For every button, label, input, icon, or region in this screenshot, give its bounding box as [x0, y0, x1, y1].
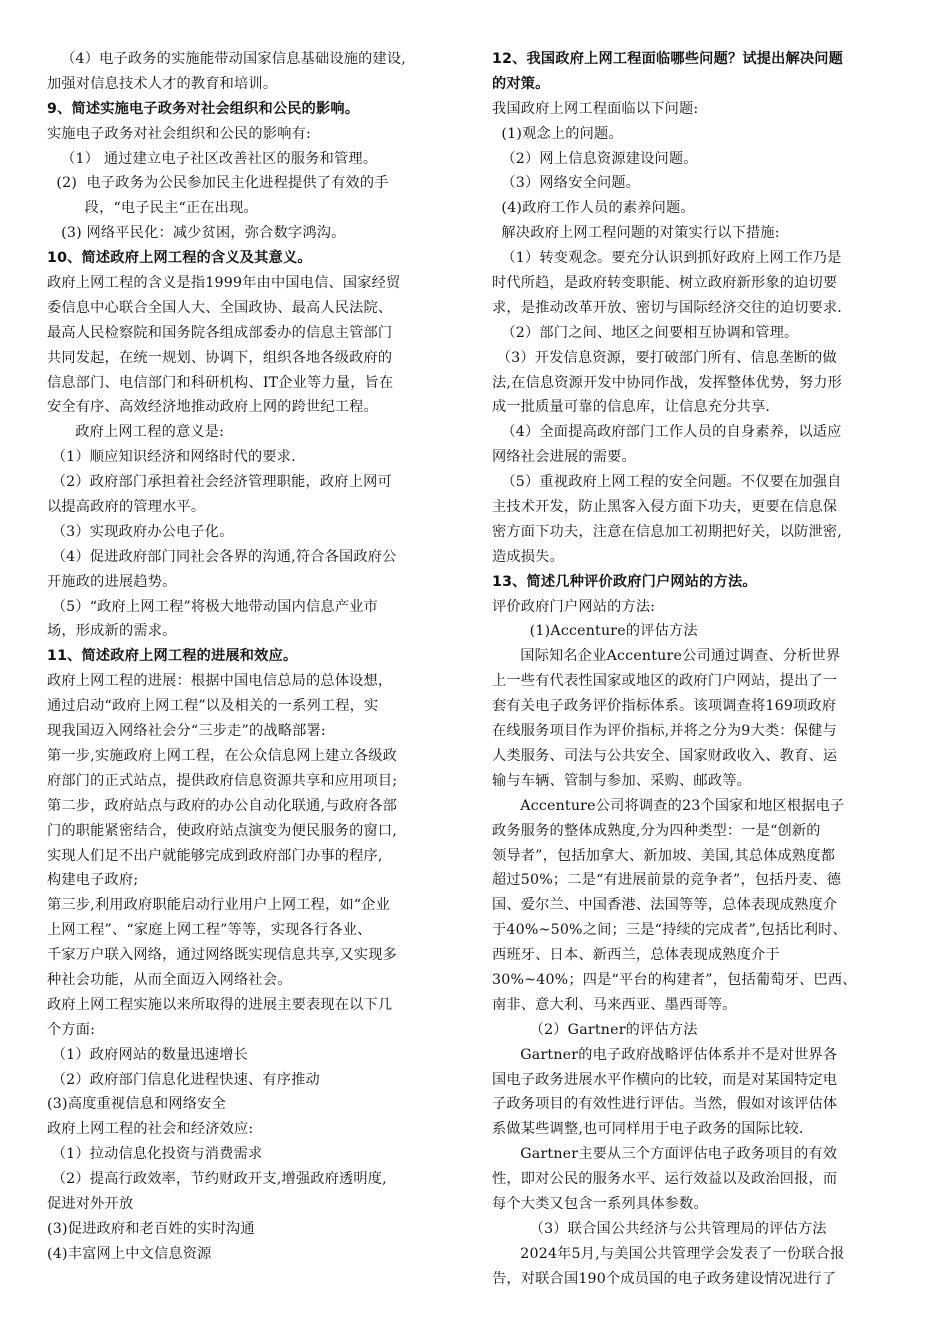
text-line: （2）网上信息资源建设问题。: [492, 150, 698, 167]
text-line: 加强对信息技术人才的教育和培训。: [47, 75, 278, 92]
text-line: 南非、意大利、马来西亚、墨西哥等。: [492, 996, 737, 1013]
text-line: （4）全面提高政府部门工作人员的自身素养，以适应: [492, 424, 842, 441]
text-line: 构建电子政府;: [47, 872, 139, 889]
text-line: 国电子政务进展水平作横向的比较，而是对某国特定电: [492, 1071, 838, 1088]
text-line: 最高人民检察院和国务院各组成部委办的信息主管部门: [47, 324, 393, 341]
text-line: 时代所趋，是政府转变职能、树立政府新形象的迫切要: [492, 275, 838, 292]
text-line: 实现人们足不出户就能够完成到政府部门办事的程序,: [47, 847, 383, 864]
text-line: 法,在信息资源开发中协同作战，发挥整体优势，努力形: [492, 374, 843, 391]
text-line: Gartner主要从三个方面评估电子政务项目的有效: [492, 1146, 838, 1163]
text-line: 告，对联合国190个成员国的电子政务建设情况进行了: [492, 1270, 837, 1287]
text-line: 第三步,利用政府职能启动行业用户上网工程，如“企业: [47, 897, 391, 914]
text-line: 超过50%；二是“有进展前景的竞争者”，包括丹麦、德: [492, 872, 842, 889]
text-line: 个方面:: [47, 1021, 96, 1038]
text-line: （3）开发信息资源，要打破部门所有、信息垄断的做: [492, 349, 837, 366]
text-line: 政府上网工程实施以来所取得的进展主要表现在以下几: [47, 996, 393, 1013]
text-line: 共同发起，在统一规划、协调下，组织各地各级政府的: [47, 349, 393, 366]
text-line: 成一批质量可靠的信息库，让信息充分共享.: [492, 399, 771, 416]
text-line: 上一些有代表性国家或地区的政府门户网站，提出了一: [492, 673, 838, 690]
text-line: 2024年5月,与美国公共管理学会发表了一份联合报: [492, 1245, 845, 1262]
text-line: 我国政府上网工程面临以下问题:: [492, 100, 699, 117]
text-line: 门的职能紧密结合，使政府站点演变为便民服务的窗口,: [47, 822, 398, 839]
text-line: 第一步,实施政府上网工程，在公众信息网上建立各级政: [47, 747, 398, 764]
text-line: (3)高度重视信息和网络安全: [47, 1096, 226, 1113]
text-line: （4）促进政府部门同社会各界的沟通,符合各国政府公: [47, 548, 397, 565]
text-line: 上网工程”、“家庭上网工程”等等，实现各行各业、: [47, 922, 372, 939]
text-line: （2）Gartner的评估方法: [492, 1021, 698, 1038]
section-heading: 10、简述政府上网工程的含义及其意义。: [47, 250, 312, 267]
text-line: (3)促进政府和老百姓的实时沟通: [47, 1220, 255, 1237]
text-line: 政府上网工程的意义是:: [47, 424, 225, 441]
text-line: 开施政的进展趋势。: [47, 573, 177, 590]
text-line: 现我国迈入网络社会分“三步走”的战略部署:: [47, 723, 326, 740]
text-line: 系做某些调整,也可同样用于电子政务的国际比较.: [492, 1121, 804, 1138]
text-line: 以提高政府的管理水平。: [47, 499, 206, 516]
text-line: 通过启动“政府上网工程”以及相关的一系列工程，实: [47, 698, 379, 715]
text-line: （1） 通过建立电子社区改善社区的服务和管理。: [47, 150, 378, 167]
text-line: （2）政府部门承担着社会经济管理职能，政府上网可: [47, 474, 392, 491]
text-line: 国际知名企业Accenture公司通过调查、分析世界: [492, 648, 841, 665]
text-line: 场，形成新的需求。: [47, 623, 177, 640]
text-line: （3）网络安全问题。: [492, 175, 641, 192]
section-heading: 13、简述几种评价政府门户网站的方法。: [492, 573, 757, 590]
text-line: （1）拉动信息化投资与消费需求: [47, 1146, 263, 1163]
text-line: 主技术开发，防止黑客入侵方面下功夫，更要在信息保: [492, 499, 838, 516]
text-line: （1）政府网站的数量迅速增长: [47, 1046, 248, 1063]
right-column: [492, 47, 910, 1292]
text-line: （1）顺应知识经济和网络时代的要求.: [47, 449, 296, 466]
text-line: （3）联合国公共经济与公共管理局的评估方法: [492, 1220, 827, 1237]
text-line: 密方面下功夫，注意在信息加工初期把好关，以防泄密,: [492, 523, 843, 540]
text-line: 领导者”，包括加拿大、新加坡、美国,其总体成熟度都: [492, 847, 836, 864]
text-line: 套有关电子政务评价指标体系。该项调查将169项政府: [492, 698, 837, 715]
text-line: Accenture公司将调查的23个国家和地区根据电子: [492, 797, 845, 814]
text-line: (3) 网络平民化：减少贫困，弥合数字鸿沟。: [47, 225, 346, 242]
text-line: 人类服务、司法与公共安全、国家财政收入、教育、运: [492, 747, 838, 764]
text-line: (4)政府工作人员的素养问题。: [492, 200, 695, 217]
left-column: [47, 47, 465, 1267]
text-line: 解决政府上网工程问题的对策实行以下措施:: [492, 225, 780, 242]
text-line: 评价政府门户网站的方法:: [492, 598, 656, 615]
text-line: 政府上网工程的含义是指1999年由中国电信、国家经贸: [47, 275, 401, 292]
text-line: 种社会功能，从而全面迈入网络社会。: [47, 971, 292, 988]
text-line: 于40%~50%之间；三是“持续的完成者”,包括比利时、: [492, 922, 847, 939]
text-line: （1）转变观念。要充分认识到抓好政府上网工作乃是: [492, 250, 842, 267]
text-line: (1)Accenture的评估方法: [492, 623, 698, 640]
text-line: 每个大类又包含一系列具体参数。: [492, 1195, 708, 1212]
text-line: （2）政府部门信息化进程快速、有序推动: [47, 1071, 320, 1088]
text-line: 政府上网工程的社会和经济效应:: [47, 1121, 254, 1138]
text-line: 第二步，政府站点与政府的办公自动化联通,与政府各部: [47, 797, 398, 814]
text-line: 西班牙、日本、新西兰，总体表现成熟度介于: [492, 947, 780, 964]
text-line: （4）电子政务的实施能带动国家信息基础设施的建设,: [47, 51, 406, 67]
text-line: 委信息中心联合全国人大、全国政协、最高人民法院、: [47, 299, 393, 316]
text-line: (1)观念上的问题。: [492, 125, 623, 142]
text-line: 网络社会进展的需要。: [492, 449, 636, 466]
text-line: 子政务项目的有效性进行评估。当然，假如对该评估体: [492, 1096, 838, 1113]
text-line: Gartner的电子政府战略评估体系并不是对世界各: [492, 1046, 838, 1063]
text-line: （3）实现政府办公电子化。: [47, 523, 234, 540]
text-line: 国、爱尔兰、中国香港、法国等等，总体表现成熟度介: [492, 897, 838, 914]
text-line: 信息部门、电信部门和科研机构、IT企业等力量，旨在: [47, 374, 394, 391]
text-line: （5）“政府上网工程”将极大地带动国内信息产业市: [47, 598, 378, 615]
text-line: （2）部门之间、地区之间要相互协调和管理。: [492, 324, 799, 341]
section-heading: 11、简述政府上网工程的进展和效应。: [47, 648, 298, 665]
text-line: （2）提高行政效率，节约财政开支,增强政府透明度,: [47, 1171, 387, 1188]
text-line: 求，是推动改革开放、密切与国际经济交往的迫切要求.: [492, 299, 843, 316]
text-line: 段，“电子民主“正在出现。: [47, 200, 258, 217]
text-line: 政府上网工程的进展：根据中国电信总局的总体设想，: [47, 673, 393, 690]
text-line: 促进对外开放: [47, 1195, 134, 1212]
text-line: 府部门的正式站点，提供政府信息资源共享和应用项目;: [47, 772, 398, 789]
text-line: （5）重视政府上网工程的安全问题。不仅要在加强自: [492, 474, 842, 491]
text-line: 30%~40%；四是“平台的构建者”，包括葡萄牙、巴西、: [492, 971, 857, 988]
text-line: 在线服务项目作为评价指标,并将之分为9大类：保健与: [492, 723, 837, 740]
text-line: (2) 电子政务为公民参加民主化进程提供了有效的手: [47, 175, 389, 192]
text-line: (4)丰富网上中文信息资源: [47, 1245, 212, 1262]
text-line: 性，即对公民的服务水平、运行效益以及政治回报，而: [492, 1171, 838, 1188]
section-heading: 9、简述实施电子政务对社会组织和公民的影响。: [47, 100, 360, 117]
text-line: 输与车辆、管制与参加、采购、邮政等。: [492, 772, 751, 789]
text-line: 实施电子政务对社会组织和公民的影响有:: [47, 125, 311, 142]
section-heading: 12、我国政府上网工程面临哪些问题？试提出解决问题: [492, 51, 844, 67]
text-line: 千家万户联入网络，通过网络既实现信息共享,又实现多: [47, 947, 398, 964]
text-line: 造成损失。: [492, 548, 564, 565]
text-line: 安全有序、高效经济地推动政府上网的跨世纪工程。: [47, 399, 378, 416]
section-heading: 的对策。: [492, 75, 550, 92]
text-line: 政务服务的整体成熟度,分为四种类型：一是“创新的: [492, 822, 821, 839]
